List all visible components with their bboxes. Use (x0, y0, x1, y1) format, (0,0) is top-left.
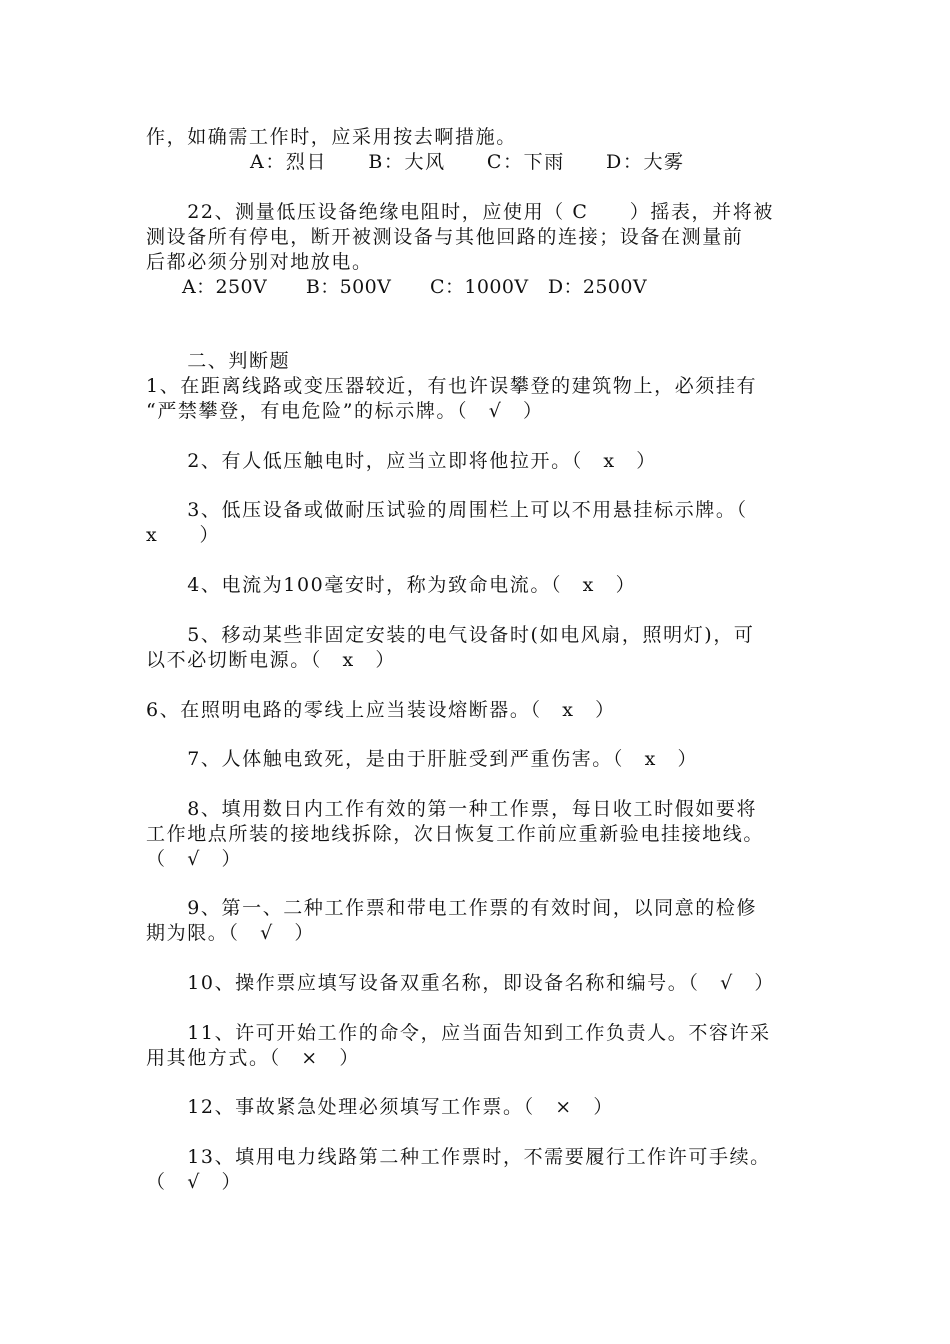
judgment-line: 1、在距离线路或变压器较近，有也许误攀登的建筑物上，必须挂有 (146, 375, 758, 397)
judgment-line: 13、填用电力线路第二种工作票时，不需要履行工作许可手续。 (146, 1146, 771, 1168)
judgment-line: 8、填用数日内工作有效的第一种工作票，每日收工时假如要将 (146, 798, 758, 820)
judgment-line: 2、有人低压触电时，应当立即将他拉开。（ x ） (146, 450, 657, 472)
judgment-line: 期为限。（ √ ） (146, 922, 316, 944)
q21-options: A：烈日 B：大风 C：下雨 D：大雾 (250, 151, 685, 173)
q22-line: 22、测量低压设备绝缘电阻时，应使用（ C ）摇表，并将被 (146, 201, 774, 223)
judgment-line: 6、在照明电路的零线上应当装设熔断器。（ x ） (146, 699, 616, 721)
judgment-line: 3、低压设备或做耐压试验的周围栏上可以不用悬挂标示牌。（ (146, 499, 748, 521)
judgment-line: 4、电流为100毫安时，称为致命电流。（ x ） (146, 574, 637, 596)
q21-line: 作，如确需工作时，应采用按去啊措施。 (146, 126, 517, 148)
judgment-line: 11、许可开始工作的命令，应当面告知到工作负责人。不容许采 (146, 1022, 771, 1044)
section-title: 二、判断题 (146, 350, 291, 372)
judgment-line: （ √ ） (146, 1171, 243, 1193)
q22-line: 后都必须分别对地放电。 (146, 251, 373, 273)
judgment-line: 工作地点所装的接地线拆除，次日恢复工作前应重新验电挂接地线。 (146, 823, 765, 845)
judgment-line: “严禁攀登，有电危险”的标示牌。（ √ ） (146, 400, 544, 422)
judgment-line: 9、第一、二种工作票和带电工作票的有效时间，以同意的检修 (146, 897, 758, 919)
judgment-line: 用其他方式。（ × ） (146, 1047, 361, 1069)
q22-options: A：250V B：500V C：1000V D：2500V (182, 276, 647, 298)
judgment-line: 10、操作票应填写设备双重名称，即设备名称和编号。（ √ ） (146, 972, 775, 994)
judgment-line: （ √ ） (146, 848, 243, 870)
judgment-line: x ） (146, 524, 221, 546)
judgment-line: 12、事故紧急处理必须填写工作票。（ × ） (146, 1096, 614, 1118)
judgment-line: 以不必切断电源。（ x ） (146, 649, 397, 671)
judgment-line: 7、人体触电致死，是由于肝脏受到严重伤害。（ x ） (146, 748, 699, 770)
q22-line: 测设备所有停电，断开被测设备与其他回路的连接；设备在测量前 (146, 226, 744, 248)
judgment-line: 5、移动某些非固定安装的电气设备时(如电风扇，照明灯)，可 (146, 624, 755, 646)
